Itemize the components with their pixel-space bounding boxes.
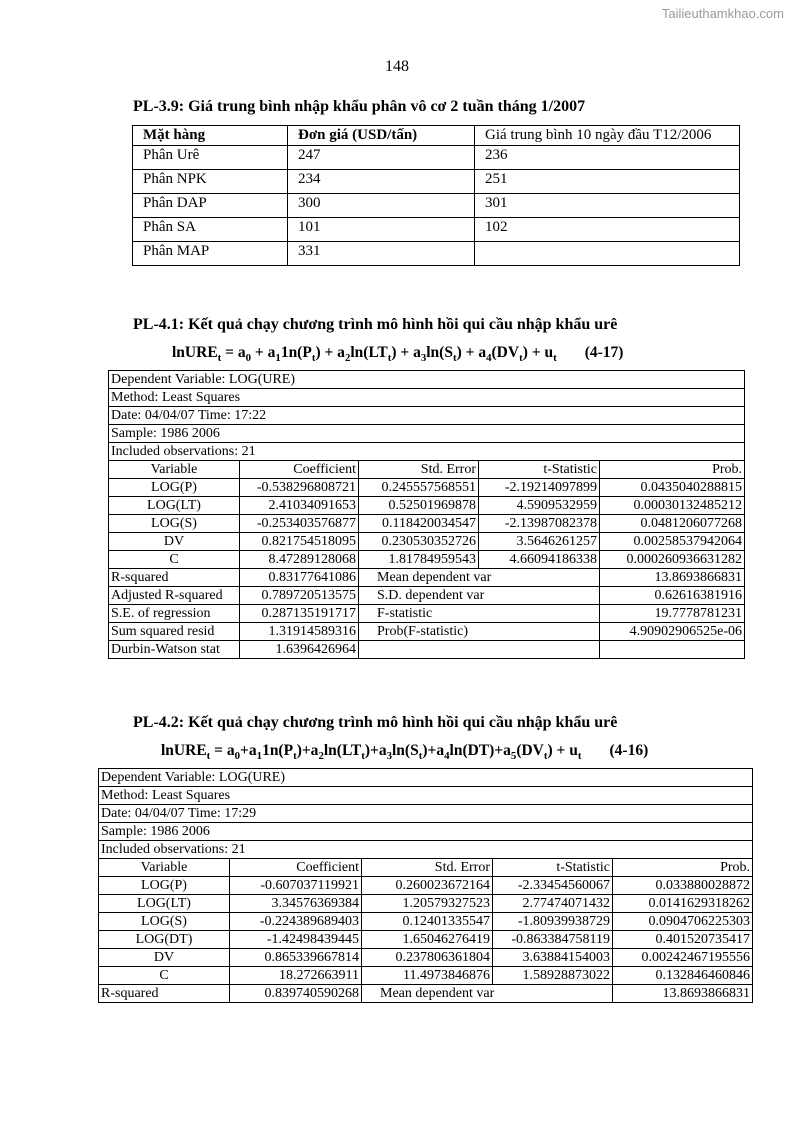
empty-cell	[600, 641, 745, 659]
table-row	[109, 551, 745, 569]
cell: 0.821754518095	[240, 533, 359, 551]
cell: 301	[475, 194, 740, 218]
info-row: Dependent Variable: LOG(URE)	[109, 371, 745, 389]
regression-table-4-17	[108, 370, 745, 659]
table-row	[109, 497, 745, 515]
stat-label: S.D. dependent var	[359, 587, 600, 605]
cell: 3.34576369384	[230, 895, 362, 913]
cell: 0.0141629318262	[613, 895, 753, 913]
stat-value: 19.7778781231	[600, 605, 745, 623]
cell: -0.607037119921	[230, 877, 362, 895]
cell: LOG(LT)	[109, 497, 240, 515]
cell: 0.401520735417	[613, 931, 753, 949]
cell: -1.80939938729	[493, 913, 613, 931]
table-row	[133, 146, 740, 170]
stat-row	[109, 587, 745, 605]
stat-value: 0.83177641086	[240, 569, 359, 587]
cell: DV	[99, 949, 230, 967]
table-row	[133, 170, 740, 194]
cell: -1.42498439445	[230, 931, 362, 949]
info-row: Included observations: 21	[99, 841, 753, 859]
cell: 300	[288, 194, 475, 218]
cell: 0.000260936631282	[600, 551, 745, 569]
stat-label: Prob(F-statistic)	[359, 623, 600, 641]
stat-value: 1.31914589316	[240, 623, 359, 641]
cell: 0.00258537942064	[600, 533, 745, 551]
col-header: t-Statistic	[479, 461, 600, 479]
formula-4-16: lnURE$_t$ = $a_0+a_11n(P_t)+a_2\ln(LT_t)+a_3\ln(S_t)+a_4\ln(DT)+a_5(DV_t) + u_t$ (4-16)	[161, 742, 649, 763]
cell: 0.245557568551	[359, 479, 479, 497]
info-row: Sample: 1986 2006	[109, 425, 745, 443]
cell	[475, 242, 740, 266]
table-row	[133, 218, 740, 242]
cell: 1.65046276419	[362, 931, 493, 949]
col-header: Prob.	[613, 859, 753, 877]
stat-value: 0.839740590268	[230, 985, 362, 1003]
col-header: Variable	[99, 859, 230, 877]
col-header: t-Statistic	[493, 859, 613, 877]
cell: 2.41034091653	[240, 497, 359, 515]
stat-row	[109, 623, 745, 641]
info-row: Date: 04/04/07 Time: 17:22	[109, 407, 745, 425]
column-header-row	[109, 461, 745, 479]
formula-4-17: lnURE$_t$ = $a_0 + a_11n(P_t) + a_2\ln(LT_t) + a_3\ln(S_t) + a_4(DV_t) + u_t$ (4-17)	[172, 344, 624, 365]
col-header: Coefficient	[230, 859, 362, 877]
cell: 0.12401335547	[362, 913, 493, 931]
table-row	[133, 194, 740, 218]
cell: 18.272663911	[230, 967, 362, 985]
stat-value: 1.6396426964	[240, 641, 359, 659]
cell: 4.66094186338	[479, 551, 600, 569]
col-header: Variable	[109, 461, 240, 479]
cell: DV	[109, 533, 240, 551]
stat-value: 0.287135191717	[240, 605, 359, 623]
table-row	[109, 479, 745, 497]
cell: 0.132846460846	[613, 967, 753, 985]
col-header: Coefficient	[240, 461, 359, 479]
cell: 4.5909532959	[479, 497, 600, 515]
table-row	[99, 931, 753, 949]
stat-label: Mean dependent var	[362, 985, 613, 1003]
info-row: Date: 04/04/07 Time: 17:29	[99, 805, 753, 823]
cell: 0.230530352726	[359, 533, 479, 551]
cell: LOG(S)	[109, 515, 240, 533]
column-header-row	[99, 859, 753, 877]
cell: Phân Urê	[133, 146, 288, 170]
table-row	[133, 242, 740, 266]
cell: 1.81784959543	[359, 551, 479, 569]
cell: 0.0435040288815	[600, 479, 745, 497]
cell: 0.118420034547	[359, 515, 479, 533]
cell: LOG(LT)	[99, 895, 230, 913]
table-row	[99, 877, 753, 895]
cell: -0.538296808721	[240, 479, 359, 497]
section-title-pl-3-9: PL-3.9: Giá trung bình nhập khẩu phân vô cơ 2 tuần tháng 1/2007	[133, 98, 586, 115]
cell: -2.13987082378	[479, 515, 600, 533]
table-row	[99, 895, 753, 913]
cell: 0.260023672164	[362, 877, 493, 895]
price-table-header	[133, 126, 740, 146]
cell: 0.00242467195556	[613, 949, 753, 967]
cell: 0.033880028872	[613, 877, 753, 895]
info-row: Method: Least Squares	[109, 389, 745, 407]
stat-row	[109, 641, 745, 659]
cell: 11.4973846876	[362, 967, 493, 985]
info-row: Dependent Variable: LOG(URE)	[99, 769, 753, 787]
cell: 247	[288, 146, 475, 170]
cell: 3.63884154003	[493, 949, 613, 967]
cell: LOG(DT)	[99, 931, 230, 949]
col-header: Std. Error	[362, 859, 493, 877]
info-row: Method: Least Squares	[99, 787, 753, 805]
cell: -0.863384758119	[493, 931, 613, 949]
table-row	[109, 515, 745, 533]
cell: C	[109, 551, 240, 569]
cell: -2.33454560067	[493, 877, 613, 895]
header-avg-price: Giá trung bình 10 ngày đầu T12/2006	[475, 126, 740, 146]
cell: 8.47289128068	[240, 551, 359, 569]
stat-row	[99, 985, 753, 1003]
cell: 331	[288, 242, 475, 266]
stat-label: R-squared	[109, 569, 240, 587]
cell: 1.20579327523	[362, 895, 493, 913]
cell: LOG(P)	[109, 479, 240, 497]
info-row: Sample: 1986 2006	[99, 823, 753, 841]
cell: 2.77474071432	[493, 895, 613, 913]
cell: 0.0904706225303	[613, 913, 753, 931]
header-item: Mặt hàng	[133, 126, 288, 146]
cell: 251	[475, 170, 740, 194]
stat-label: F-statistic	[359, 605, 600, 623]
cell: 3.5646261257	[479, 533, 600, 551]
regression-table-4-16	[98, 768, 753, 1003]
header-price: Đơn giá (USD/tấn)	[288, 126, 475, 146]
cell: 0.865339667814	[230, 949, 362, 967]
cell: LOG(P)	[99, 877, 230, 895]
cell: Phân SA	[133, 218, 288, 242]
col-header: Std. Error	[359, 461, 479, 479]
stat-label: Sum squared resid	[109, 623, 240, 641]
stat-value: 0.789720513575	[240, 587, 359, 605]
page-number: 148	[385, 58, 409, 75]
cell: 102	[475, 218, 740, 242]
watermark: Tailieuthamkhao.com	[661, 6, 784, 21]
stat-label: R-squared	[99, 985, 230, 1003]
equation-tag: (4-17)	[584, 344, 624, 361]
cell: Phân NPK	[133, 170, 288, 194]
cell: -0.224389689403	[230, 913, 362, 931]
info-row: Included observations: 21	[109, 443, 745, 461]
stat-value: 13.8693866831	[613, 985, 753, 1003]
stat-label: Durbin-Watson stat	[109, 641, 240, 659]
cell: 101	[288, 218, 475, 242]
cell: 1.58928873022	[493, 967, 613, 985]
col-header: Prob.	[600, 461, 745, 479]
stat-label: S.E. of regression	[109, 605, 240, 623]
cell: -0.253403576877	[240, 515, 359, 533]
stat-label: Mean dependent var	[359, 569, 600, 587]
equation-tag: (4-16)	[609, 742, 649, 759]
cell: Phân DAP	[133, 194, 288, 218]
stat-value: 13.8693866831	[600, 569, 745, 587]
stat-value: 0.62616381916	[600, 587, 745, 605]
cell: LOG(S)	[99, 913, 230, 931]
stat-row	[109, 605, 745, 623]
cell: -2.19214097899	[479, 479, 600, 497]
table-row	[109, 533, 745, 551]
cell: 0.237806361804	[362, 949, 493, 967]
stat-label: Adjusted R-squared	[109, 587, 240, 605]
cell: 0.52501969878	[359, 497, 479, 515]
cell: 236	[475, 146, 740, 170]
cell: 0.0481206077268	[600, 515, 745, 533]
section-title-pl-4-1: PL-4.1: Kết quả chạy chương trình mô hình hồi qui cầu nhập khẩu urê	[133, 316, 618, 333]
table-row	[99, 949, 753, 967]
cell: 0.00030132485212	[600, 497, 745, 515]
stat-value: 4.90902906525e-06	[600, 623, 745, 641]
cell: 234	[288, 170, 475, 194]
stat-row	[109, 569, 745, 587]
price-table	[132, 125, 740, 266]
cell: Phân MAP	[133, 242, 288, 266]
table-row	[99, 967, 753, 985]
empty-cell	[359, 641, 600, 659]
section-title-pl-4-2: PL-4.2: Kết quả chạy chương trình mô hình hồi qui cầu nhập khẩu urê	[133, 714, 618, 731]
table-row	[99, 913, 753, 931]
cell: C	[99, 967, 230, 985]
